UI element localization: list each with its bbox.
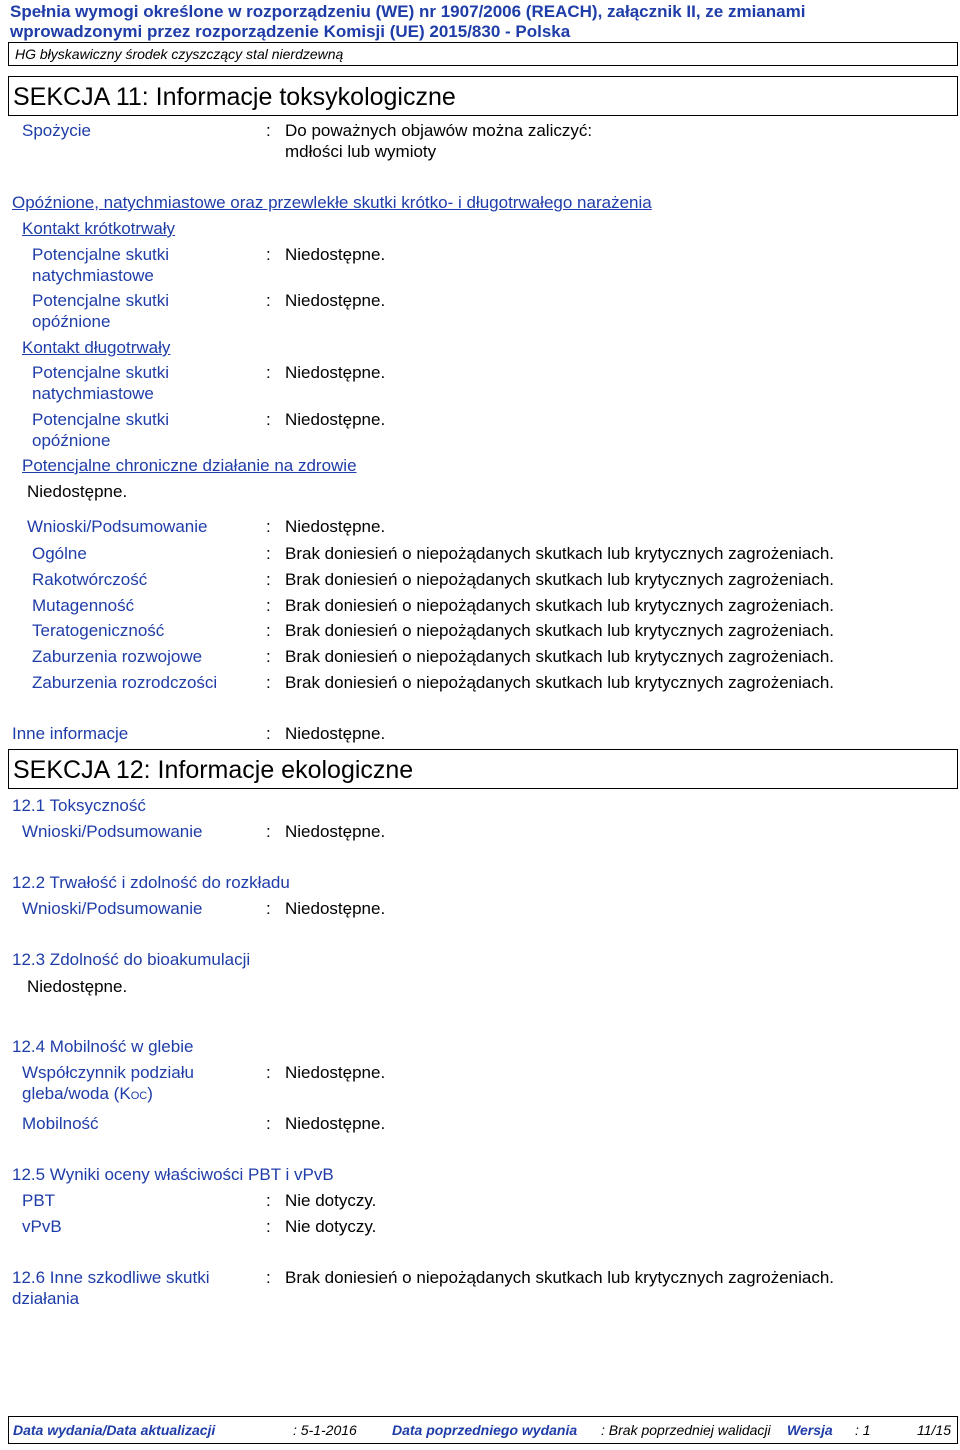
long-immediate-value: Niedostępne. xyxy=(285,363,386,382)
general-label: Ogólne xyxy=(32,544,87,563)
fertility-value: Brak doniesień o niepożądanych skutkach lub krytycznych zagrożeniach. xyxy=(285,673,835,692)
short-term-heading: Kontakt krótkotrwały xyxy=(22,219,176,238)
page-number: 11/15 xyxy=(917,1422,951,1438)
section-12-title: SEKCJA 12: Informacje ekologiczne xyxy=(13,756,414,784)
vpvb-value: Nie dotyczy. xyxy=(285,1217,377,1236)
section-11-title: SEKCJA 11: Informacje toksykologiczne xyxy=(13,83,456,111)
koc-value: Niedostępne. xyxy=(285,1063,386,1082)
ingestion-value-2: mdłości lub wymioty xyxy=(285,142,437,161)
koc-label: Współczynnik podziału gleba/woda (KOC) xyxy=(22,1063,194,1103)
long-term-heading: Kontakt długotrwały xyxy=(22,338,171,357)
toxicity-heading: 12.1 Toksyczność xyxy=(12,796,146,815)
mutagenicity-value: Brak doniesień o niepożądanych skutkach lub krytycznych zagrożeniach. xyxy=(285,596,835,615)
general-value: Brak doniesień o niepożądanych skutkach lub krytycznych zagrożeniach. xyxy=(285,544,835,563)
bioaccumulation-heading: 12.3 Zdolność do bioakumulacji xyxy=(12,950,251,969)
product-name: HG błyskawiczny środek czyszczący stal nierdzewną xyxy=(15,46,344,62)
colon: : xyxy=(266,291,271,310)
other-info-label: Inne informacje xyxy=(12,724,129,743)
other-effects-value: Brak doniesień o niepożądanych skutkach lub krytycznych zagrożeniach. xyxy=(285,1268,835,1287)
colon: : xyxy=(266,596,271,615)
issue-date-label: Data wydania/Data aktualizacji xyxy=(13,1422,216,1438)
toxicity-conclusion-value: Niedostępne. xyxy=(285,822,386,841)
previous-issue-label: Data poprzedniego wydania xyxy=(392,1422,578,1438)
colon: : xyxy=(266,410,271,429)
version-value: : 1 xyxy=(855,1422,871,1438)
regulation-header-line2: wprowadzonymi przez rozporządzenie Komisji (UE) 2015/830 - Polska xyxy=(10,22,571,41)
colon: : xyxy=(266,621,271,640)
conclusion-label: Wnioski/Podsumowanie xyxy=(27,517,208,536)
long-delayed-value: Niedostępne. xyxy=(285,410,386,429)
other-info-value: Niedostępne. xyxy=(285,724,386,743)
previous-issue-value: : Brak poprzedniej walidacji xyxy=(601,1422,771,1438)
colon: : xyxy=(266,544,271,563)
section-12-header xyxy=(8,749,958,789)
colon: : xyxy=(266,1217,271,1236)
section-11-header xyxy=(8,76,958,116)
colon: : xyxy=(266,1114,271,1133)
mutagenicity-label: Mutagenność xyxy=(32,596,135,615)
colon: : xyxy=(266,822,271,841)
regulation-header-line1: Spełnia wymogi określone w rozporządzeniu (WE) nr 1907/2006 (REACH), załącznik II, ze zmianami xyxy=(10,2,806,21)
developmental-label: Zaburzenia rozwojowe xyxy=(32,647,203,666)
long-immediate-label: Potencjalne skutki natychmiastowe xyxy=(32,363,170,403)
issue-date-value: : 5-1-2016 xyxy=(293,1422,357,1438)
effects-heading: Opóźnione, natychmiastowe oraz przewlekłe skutki krótko- i długotrwałego narażenia xyxy=(12,193,652,212)
short-delayed-value: Niedostępne. xyxy=(285,291,386,310)
colon: : xyxy=(266,724,271,743)
developmental-value: Brak doniesień o niepożądanych skutkach lub krytycznych zagrożeniach. xyxy=(285,647,835,666)
toxicity-conclusion-label: Wnioski/Podsumowanie xyxy=(22,822,203,841)
fertility-label: Zaburzenia rozrodczości xyxy=(32,673,218,692)
colon: : xyxy=(266,673,271,692)
colon: : xyxy=(266,245,271,264)
other-effects-label: 12.6 Inne szkodliwe skutki działania xyxy=(12,1268,210,1308)
pbt-heading: 12.5 Wyniki oceny właściwości PBT i vPvB xyxy=(12,1165,334,1184)
colon: : xyxy=(266,363,271,382)
colon: : xyxy=(266,899,271,918)
carcinogenicity-label: Rakotwórczość xyxy=(32,570,148,589)
colon: : xyxy=(266,1063,271,1082)
long-delayed-label: Potencjalne skutki opóźnione xyxy=(32,410,170,450)
footer xyxy=(8,1416,958,1444)
short-delayed-label: Potencjalne skutki opóźnione xyxy=(32,291,170,331)
colon: : xyxy=(266,121,271,140)
pbt-value: Nie dotyczy. xyxy=(285,1191,377,1210)
teratogenicity-value: Brak doniesień o niepożądanych skutkach lub krytycznych zagrożeniach. xyxy=(285,621,835,640)
persistence-conclusion-value: Niedostępne. xyxy=(285,899,386,918)
colon: : xyxy=(266,1191,271,1210)
teratogenicity-label: Teratogeniczność xyxy=(32,621,165,640)
mobility-value: Niedostępne. xyxy=(285,1114,386,1133)
short-immediate-label: Potencjalne skutki natychmiastowe xyxy=(32,245,170,285)
conclusion-value: Niedostępne. xyxy=(285,517,386,536)
ingestion-label: Spożycie xyxy=(22,121,91,140)
product-name-box xyxy=(8,42,958,66)
persistence-conclusion-label: Wnioski/Podsumowanie xyxy=(22,899,203,918)
chronic-heading: Potencjalne chroniczne działanie na zdrowie xyxy=(22,456,357,475)
colon: : xyxy=(266,570,271,589)
vpvb-label: vPvB xyxy=(22,1217,62,1236)
mobility-label: Mobilność xyxy=(22,1114,99,1133)
ingestion-value-1: Do poważnych objawów można zaliczyć: xyxy=(285,121,593,140)
carcinogenicity-value: Brak doniesień o niepożądanych skutkach lub krytycznych zagrożeniach. xyxy=(285,570,835,589)
persistence-heading: 12.2 Trwałość i zdolność do rozkładu xyxy=(12,873,290,892)
version-label: Wersja xyxy=(787,1422,833,1438)
mobility-heading: 12.4 Mobilność w glebie xyxy=(12,1037,194,1056)
pbt-label: PBT xyxy=(22,1191,56,1210)
colon: : xyxy=(266,1268,271,1287)
bioaccumulation-value: Niedostępne. xyxy=(27,977,128,996)
colon: : xyxy=(266,517,271,536)
short-immediate-value: Niedostępne. xyxy=(285,245,386,264)
colon: : xyxy=(266,647,271,666)
chronic-value: Niedostępne. xyxy=(27,482,128,501)
